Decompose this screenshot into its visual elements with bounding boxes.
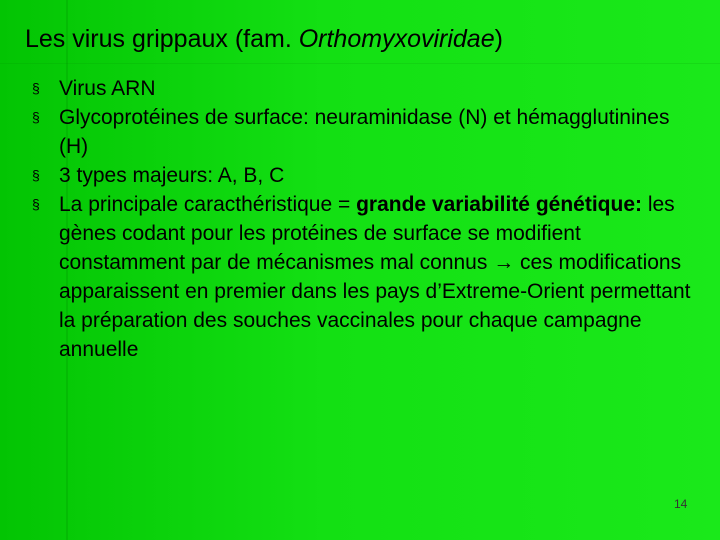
bullet-text-prefix: La principale caracthéristique = xyxy=(59,193,357,216)
bullet-text: Glycoprotéines de surface: neuraminidase (N) et hémagglutinines (H) xyxy=(59,106,670,158)
title-prefix: Les virus grippaux (fam. xyxy=(25,25,299,53)
bullet-text-emphasis: grande variabilité génétique: xyxy=(356,193,642,216)
bullet-icon: § xyxy=(32,196,40,212)
bullet-icon: § xyxy=(32,109,40,125)
decorative-horizontal-line xyxy=(0,63,720,64)
bullet-icon: § xyxy=(32,167,40,183)
slide-number: 14 xyxy=(674,497,688,511)
title-family-name: Orthomyxoviridae xyxy=(298,25,495,53)
bullet-item xyxy=(32,190,702,364)
bullet-item xyxy=(32,161,702,190)
bullet-text-suffix: les gènes codant pour les protéines de surface se modifient constamment par de mécanismes mal connus → ces modifications apparaissent en premier dans les pays d’Extreme-Orient permettant la préparation des souches vaccinales pour chaque campagne annuelle xyxy=(59,193,691,361)
bullet-text: 3 types majeurs: A, B, C xyxy=(59,164,285,187)
title-suffix: ) xyxy=(494,25,503,53)
bullet-list xyxy=(32,74,702,364)
bullet-item xyxy=(32,74,702,103)
bullet-item xyxy=(32,103,702,161)
bullet-text: Virus ARN xyxy=(59,77,156,100)
bullet-icon: § xyxy=(32,80,40,96)
slide-title xyxy=(25,22,503,56)
